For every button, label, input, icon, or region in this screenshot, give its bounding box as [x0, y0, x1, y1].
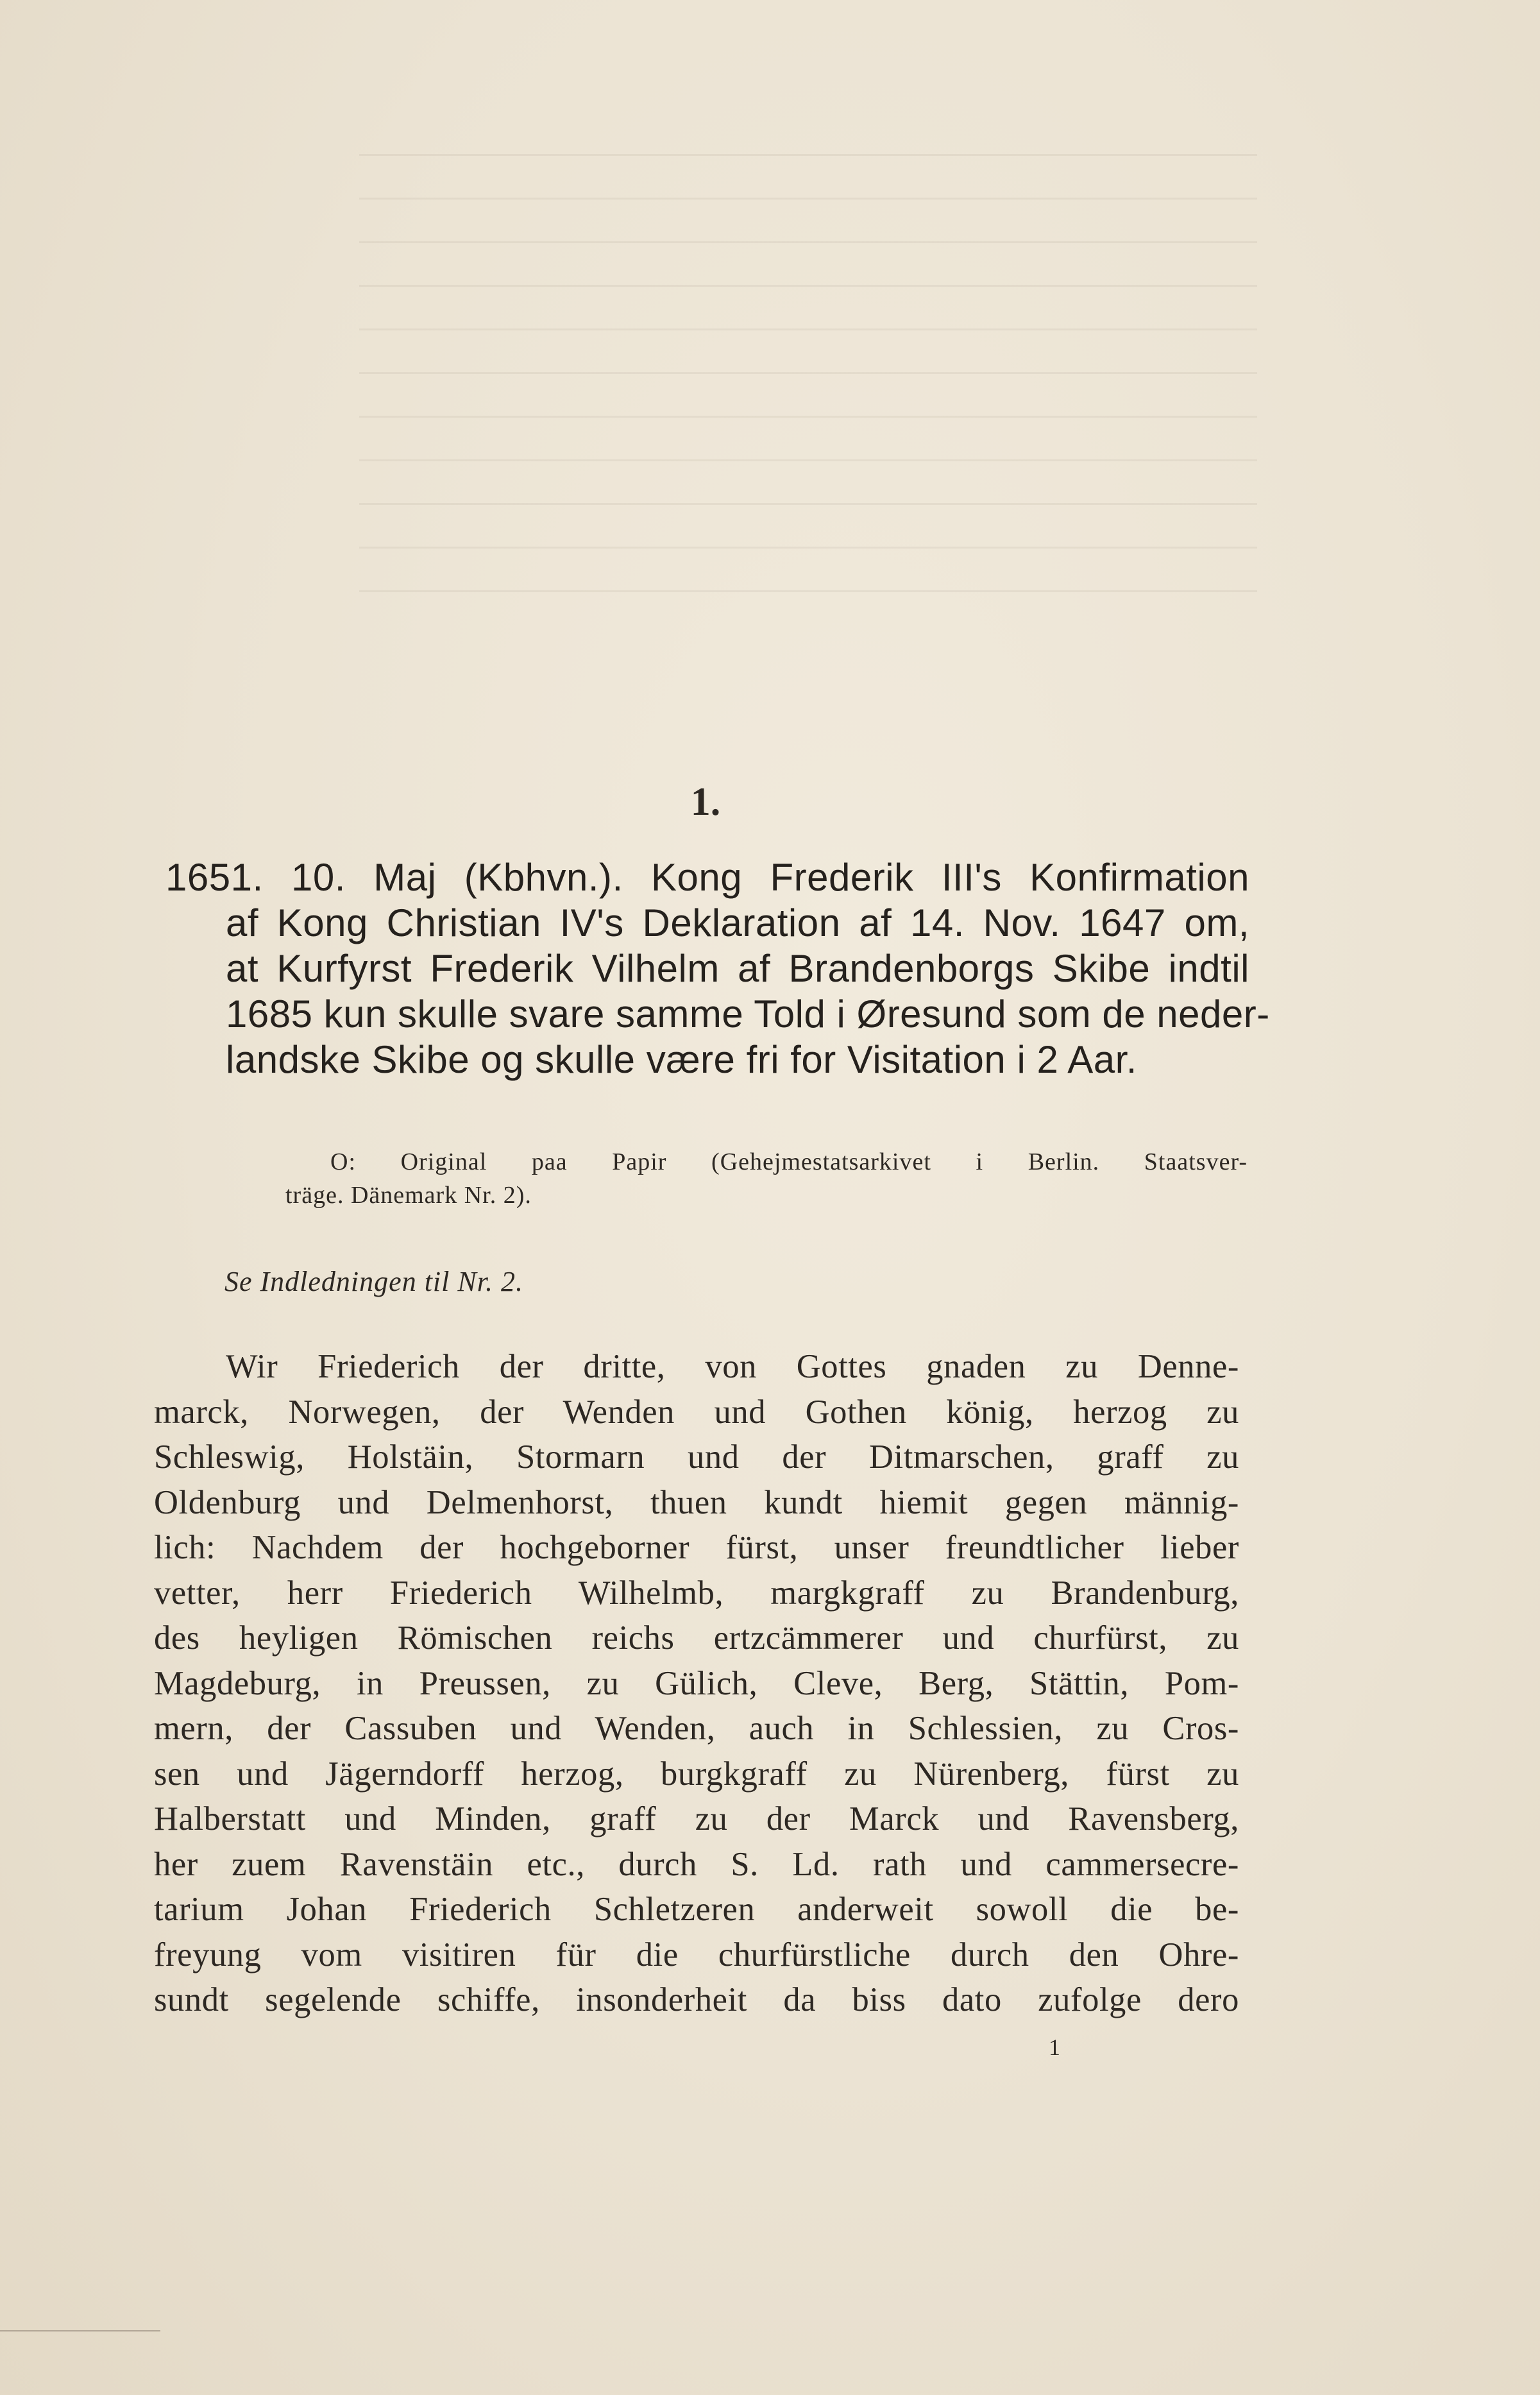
body-line: Oldenburg und Delmenhorst, thuen kundt hiemit gegen männig-	[154, 1483, 1239, 1521]
page-number: 1	[1049, 2034, 1060, 2060]
intro-reference: Se Indledningen til Nr. 2.	[224, 1266, 523, 1297]
heading-line: landske Skibe og skulle være fri for Visitation i 2 Aar.	[226, 1038, 1137, 1081]
body-line: Magdeburg, in Preussen, zu Gülich, Cleve, Berg, Stättin, Pom-	[154, 1664, 1239, 1702]
document-number: 1.	[690, 780, 721, 824]
body-line: des heyligen Römischen reichs ertzcämmerer und churfürst, zu	[154, 1619, 1239, 1657]
source-line: O: Original paa Papir (Gehejmestatsarkivet i Berlin. Staatsver-	[330, 1148, 1248, 1175]
body-line: freyung vom visitiren für die churfürstliche durch den Ohre-	[154, 1936, 1239, 1973]
document-heading	[165, 855, 1270, 1082]
heading-line: 1651. 10. Maj (Kbhvn.). Kong Frederik III's Konfirmation	[165, 856, 1249, 899]
body-text	[154, 1344, 1239, 2023]
source-line: träge. Dänemark Nr. 2).	[285, 1182, 532, 1209]
body-line: vetter, herr Friederich Wilhelmb, margkgraff zu Brandenburg,	[154, 1574, 1239, 1612]
body-line: marck, Norwegen, der Wenden und Gothen könig, herzog zu	[154, 1393, 1239, 1431]
body-line: tarium Johan Friederich Schletzeren anderweit sowoll die be-	[154, 1891, 1239, 1928]
body-line: mern, der Cassuben und Wenden, auch in Schlessien, zu Cros-	[154, 1710, 1239, 1747]
source-note	[285, 1145, 1248, 1212]
body-line: sen und Jägerndorff herzog, burgkgraff zu Nürenberg, fürst zu	[154, 1755, 1239, 1793]
body-line: sundt segelende schiffe, insonderheit da biss dato zufolge dero	[154, 1981, 1239, 2018]
heading-line: af Kong Christian IV's Deklaration af 14. Nov. 1647 om,	[226, 901, 1249, 944]
bleed-through-texture	[359, 154, 1257, 603]
heading-line: 1685 kun skulle svare samme Told i Øresund som de neder-	[226, 993, 1270, 1036]
body-line: her zuem Ravenstäin etc., durch S. Ld. rath und cammersecre-	[154, 1845, 1239, 1883]
heading-line: at Kurfyrst Frederik Vilhelm af Brandenborgs Skibe indtil	[226, 947, 1249, 990]
body-line: lich: Nachdem der hochgeborner fürst, unser freundtlicher lieber	[154, 1529, 1239, 1566]
body-line: Schleswig, Holstäin, Stormarn und der Ditmarschen, graff zu	[154, 1438, 1239, 1476]
body-line: Wir Friederich der dritte, von Gottes gnaden zu Denne-	[226, 1348, 1239, 1385]
body-line: Halberstatt und Minden, graff zu der Marck und Ravensberg,	[154, 1800, 1239, 1837]
margin-rule	[0, 2330, 160, 2335]
